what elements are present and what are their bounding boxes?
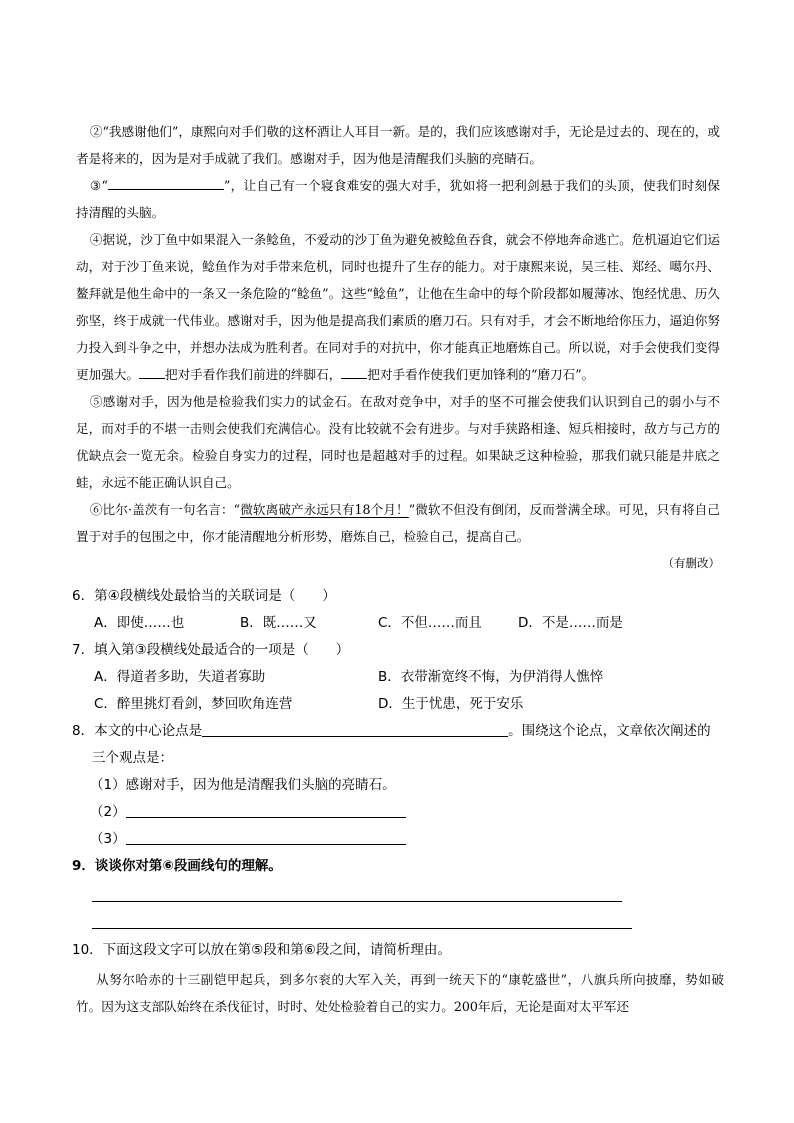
- paragraph-6-underlined-quote: 微软离破产永远只有18个月！: [240, 502, 409, 517]
- question-8-point-2-label: （2）: [90, 804, 126, 820]
- paragraph-6-end: ”微软不但没有倒闭，反而誉满全球。可见，只有将自己置于对手的包围之中，你才能清醒地分析形势，磨炼自己，检验自己，提高自己。: [76, 502, 720, 544]
- question-8-point-1: （1）感谢对手，因为他是清醒我们头脑的亮睛石。: [90, 777, 396, 793]
- paragraph-4-end: 把对手看作使我们更加锋利的“磨刀石”。: [367, 367, 595, 382]
- paragraph-6-start: ⑥比尔·盖茨有一句名言：“: [89, 502, 241, 517]
- paragraph-2: ②“我感谢他们”，康熙向对手们敬的这杯酒让人耳目一新。是的，我们应该感谢对手，无论是过去的、现在的，或者是将来的，因为是对手成就了我们。感谢对手，因为他是清醒我们头脑的亮睛石。: [76, 124, 720, 166]
- question-8-point-3: [72, 826, 724, 853]
- paragraph-3-end: ”，让自己有一个寝食难安的强大对手，犹如将一把利剑悬于我们的头顶，使我们时刻保持清醒的头脑。: [76, 178, 720, 220]
- question-10-stem: 10．下面这段文字可以放在第⑤段和第⑥段之间，请简析理由。: [72, 942, 451, 958]
- question-8-central-argument-blank[interactable]: [202, 720, 508, 737]
- paragraph-5: ⑤感谢对手，因为他是检验我们实力的试金石。在敌对竞争中，对手的坚不可摧会使我们认识到自己的弱小与不足，而对手的不堪一击则会使我们充满信心。没有比较就不会有进步。与对手狭路相逢、短兵相接时，敌方与己方的优缺点会一览无余。检验自身实力的过程，同时也是超越对手的过程。如果缺乏这种检验，那我们就只能是井底之蛙，永远不能正确认识自己。: [76, 394, 720, 490]
- question-8-point-3-label: （3）: [90, 831, 126, 847]
- paragraph-4-mid: 把对手看作我们前进的绊脚石，: [164, 367, 342, 382]
- paragraph-3-blank[interactable]: [108, 175, 224, 190]
- questions: [72, 583, 724, 880]
- question-8-stem-continued: 三个观点是：: [92, 750, 173, 766]
- question-7-options-row-2: [72, 691, 724, 718]
- question-8-stem: [72, 718, 724, 745]
- paragraph-4: [76, 226, 720, 388]
- question-7-stem: 7．填入第③段横线处最适合的一项是（ ）: [72, 642, 350, 658]
- question-8-point-3-blank[interactable]: [126, 828, 406, 845]
- paragraph-4-blank-2[interactable]: [341, 364, 367, 379]
- question-8-stem-end: 。围绕这个论点，文章依次阐述的: [508, 723, 711, 739]
- question-8-point-2: [72, 799, 724, 826]
- paragraph-3: [76, 172, 720, 226]
- question-6-option-c[interactable]: C．不但……而且: [378, 615, 482, 631]
- question-10-text: 从努尔哈赤的十三副铠甲起兵，到多尔衮的大军入关，再到一统天下的“康乾盛世”，八旗兵所向披靡，势如破竹。因为这支部队始终在杀伐征讨，时时、处处检验着自己的实力。200年后，无论是面对太平军还: [76, 972, 724, 1014]
- question-7-options-row-1: [72, 664, 724, 691]
- question-8-stem-start: 8．本文的中心论点是: [72, 723, 203, 739]
- question-7-option-d[interactable]: D．生于忧患，死于安乐: [378, 696, 524, 712]
- question-10: [72, 937, 724, 964]
- question-7-option-b[interactable]: B．衣带渐宽终不悔，为伊消得人憔悴: [378, 669, 604, 685]
- question-9-answer-line-2[interactable]: [92, 928, 632, 929]
- question-7-option-c[interactable]: C．醉里挑灯看剑，梦回吹角连营: [94, 696, 293, 712]
- question-9-answer-line-1[interactable]: [92, 901, 622, 902]
- question-6-option-d[interactable]: D．不是……而是: [518, 615, 623, 631]
- reading-passage: [76, 118, 720, 577]
- question-6-options: [72, 610, 724, 637]
- paragraph-4-body: ④据说，沙丁鱼中如果混入一条鲶鱼，不爱动的沙丁鱼为避免被鲶鱼吞食，就会不停地奔命逃亡。危机逼迫它们运动，对于沙丁鱼来说，鲶鱼作为对手带来危机，同时也提升了生存的能力。对于康熙来说，吴三桂、郑经、噶尔丹、鳌拜就是他生命中的一条又一条危险的“鲶鱼”。这些“鲶鱼”，让他在生命中的每个阶段都如履薄冰、饱经忧患、历久弥坚，终于成就一代伟业。感谢对手，因为他是提高我们素质的磨刀石。只有对手，才会不断地给你压力，逼迫你努力投入到斗争之中，并想办法成为胜利者。在同对手的对抗中，你才能真正地磨炼自己。所以说，对手会使我们变得更加强大。: [76, 232, 720, 382]
- question-9-stem: 9．谈谈你对第⑥段画线句的理解。: [72, 858, 282, 874]
- source-note: （有删改）: [662, 556, 720, 570]
- question-6-option-a[interactable]: A．即使……也: [94, 615, 185, 631]
- paragraph-4-blank-1[interactable]: [139, 364, 165, 379]
- question-7-option-a[interactable]: A．得道者多助，失道者寡助: [94, 669, 266, 685]
- question-8-point-2-blank[interactable]: [126, 801, 406, 818]
- question-6-stem: 6．第④段横线处最恰当的关联词是（ ）: [72, 588, 336, 604]
- question-10-paragraph: [76, 966, 724, 1020]
- paragraph-6: [76, 496, 720, 550]
- paragraph-3-start: ③“: [89, 178, 108, 193]
- question-6-option-b[interactable]: B．既……又: [240, 615, 317, 631]
